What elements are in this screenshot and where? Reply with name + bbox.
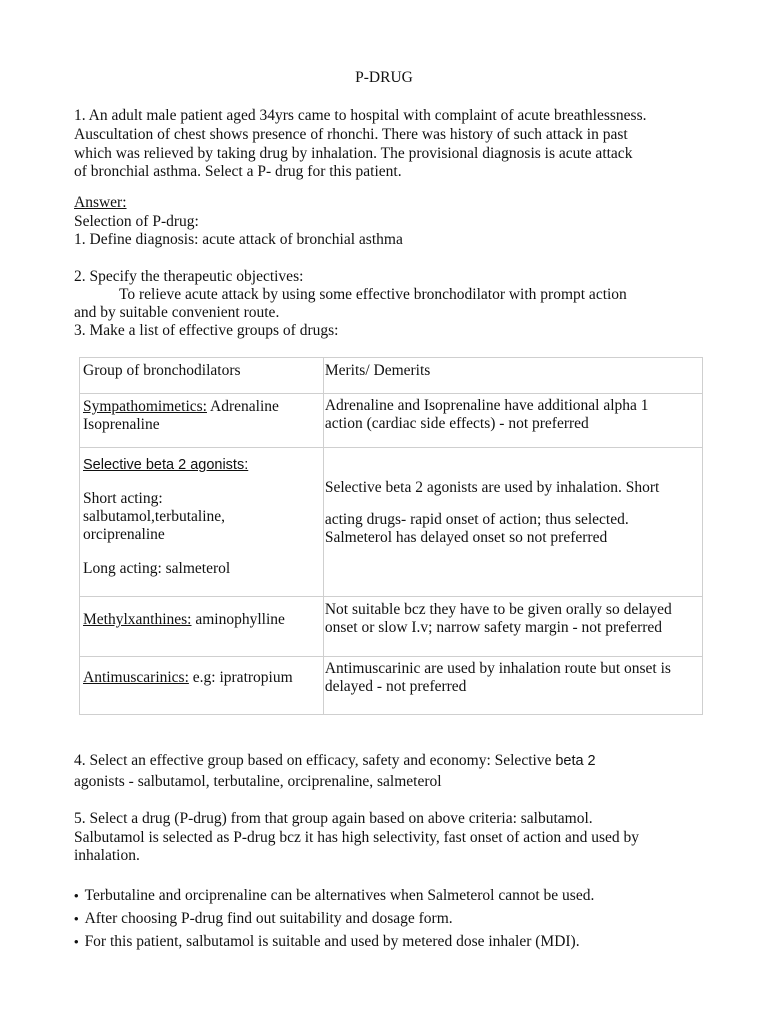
table-header-row	[80, 358, 703, 394]
group-rest: aminophylline	[191, 611, 285, 628]
answer-heading: Answer:	[74, 194, 127, 211]
table-cell	[80, 657, 324, 715]
bullet-icon: •	[74, 911, 79, 926]
group-extra: salbutamol,terbutaline,	[83, 508, 226, 525]
group-extra: Long acting: salmeterol	[83, 560, 231, 577]
bullet-text: For this patient, salbutamol is suitable and used by metered dose inhaler (MDI).	[84, 933, 580, 950]
step-2-heading: 2. Specify the therapeutic objectives:	[74, 268, 304, 285]
merits-line: acting drugs- rapid onset of action; thus selected.	[324, 511, 629, 528]
merits-line: Salmeterol has delayed onset so not preferred	[324, 529, 608, 546]
table-cell	[80, 597, 324, 657]
step-3: 3. Make a list of effective groups of drugs:	[74, 322, 339, 339]
step-4-line-1	[74, 751, 596, 771]
group-rest: e.g: ipratropium	[188, 669, 293, 686]
group-extra: Isoprenaline	[83, 416, 160, 433]
merits-line: onset or slow I.v; narrow safety margin - not preferred	[324, 619, 663, 636]
merits-line: Antimuscarinic are used by inhalation route but onset is	[324, 660, 671, 677]
step-2-line-1: To relieve acute attack by using some effective bronchodilator with prompt action	[119, 286, 627, 303]
header-group: Group of bronchodilators	[83, 362, 241, 379]
merits-line: Not suitable bcz they have to be given orally so delayed	[324, 601, 672, 618]
bullet-icon: •	[74, 934, 79, 949]
bullet-item	[74, 932, 580, 951]
table-cell	[80, 448, 324, 597]
step-4-line-2: agonists - salbutamol, terbutaline, orciprenaline, salmeterol	[74, 773, 442, 790]
step-5-line-1: 5. Select a drug (P-drug) from that group again based on above criteria: salbutamol.	[74, 810, 593, 827]
merits-line: Adrenaline and Isoprenaline have additional alpha 1	[324, 397, 649, 414]
table-row	[80, 657, 703, 715]
group-label: Sympathomimetics:	[83, 398, 207, 415]
table-cell	[323, 394, 702, 448]
merits-line: action (cardiac side effects) - not preferred	[324, 415, 589, 432]
table-cell	[323, 448, 702, 597]
table-cell	[323, 597, 702, 657]
merits-line: delayed - not preferred	[324, 678, 467, 695]
table-header-cell	[323, 358, 702, 394]
bullet-text: After choosing P-drug find out suitability and dosage form.	[84, 910, 453, 927]
group-extra: Short acting:	[83, 490, 163, 507]
table-cell	[80, 394, 324, 448]
drug-groups-table	[79, 357, 703, 715]
step-5-line-2: Salbutamol is selected as P-drug bcz it has high selectivity, fast onset of action and used by	[74, 829, 640, 846]
bullet-icon: •	[74, 888, 79, 903]
step-1: 1. Define diagnosis: acute attack of bronchial asthma	[74, 231, 403, 248]
table-row	[80, 448, 703, 597]
group-label: Antimuscarinics:	[83, 669, 189, 686]
question-line-2: Auscultation of chest shows presence of rhonchi. There was history of such attack in past	[74, 126, 628, 143]
group-rest: Adrenaline	[207, 398, 279, 415]
table-row	[80, 597, 703, 657]
header-merits: Merits/ Demerits	[324, 362, 431, 379]
bullet-item	[74, 886, 594, 905]
table-header-cell	[80, 358, 324, 394]
selection-line: Selection of P-drug:	[74, 213, 199, 230]
step-4-beta: beta 2	[555, 753, 596, 769]
group-extra: orciprenaline	[83, 526, 165, 543]
page-title: P-DRUG	[355, 69, 413, 86]
question-line-3: which was relieved by taking drug by inhalation. The provisional diagnosis is acute attack	[74, 145, 633, 162]
step-2-line-2: and by suitable convenient route.	[74, 304, 280, 321]
table-cell	[323, 657, 702, 715]
group-label: Methylxanthines:	[83, 611, 192, 628]
step-4-text: 4. Select an effective group based on efficacy, safety and economy: Selective	[74, 752, 556, 769]
bullet-text: Terbutaline and orciprenaline can be alternatives when Salmeterol cannot be used.	[84, 887, 595, 904]
question-line-4: of bronchial asthma. Select a P- drug for this patient.	[74, 163, 402, 180]
question-line-1: 1. An adult male patient aged 34yrs came to hospital with complaint of acute breathlessness.	[74, 107, 647, 124]
group-label: Selective beta 2 agonists:	[83, 457, 249, 473]
step-5-line-3: inhalation.	[74, 847, 140, 864]
merits-line: Selective beta 2 agonists are used by inhalation. Short	[324, 479, 660, 496]
table-row	[80, 394, 703, 448]
bullet-item	[74, 909, 453, 928]
